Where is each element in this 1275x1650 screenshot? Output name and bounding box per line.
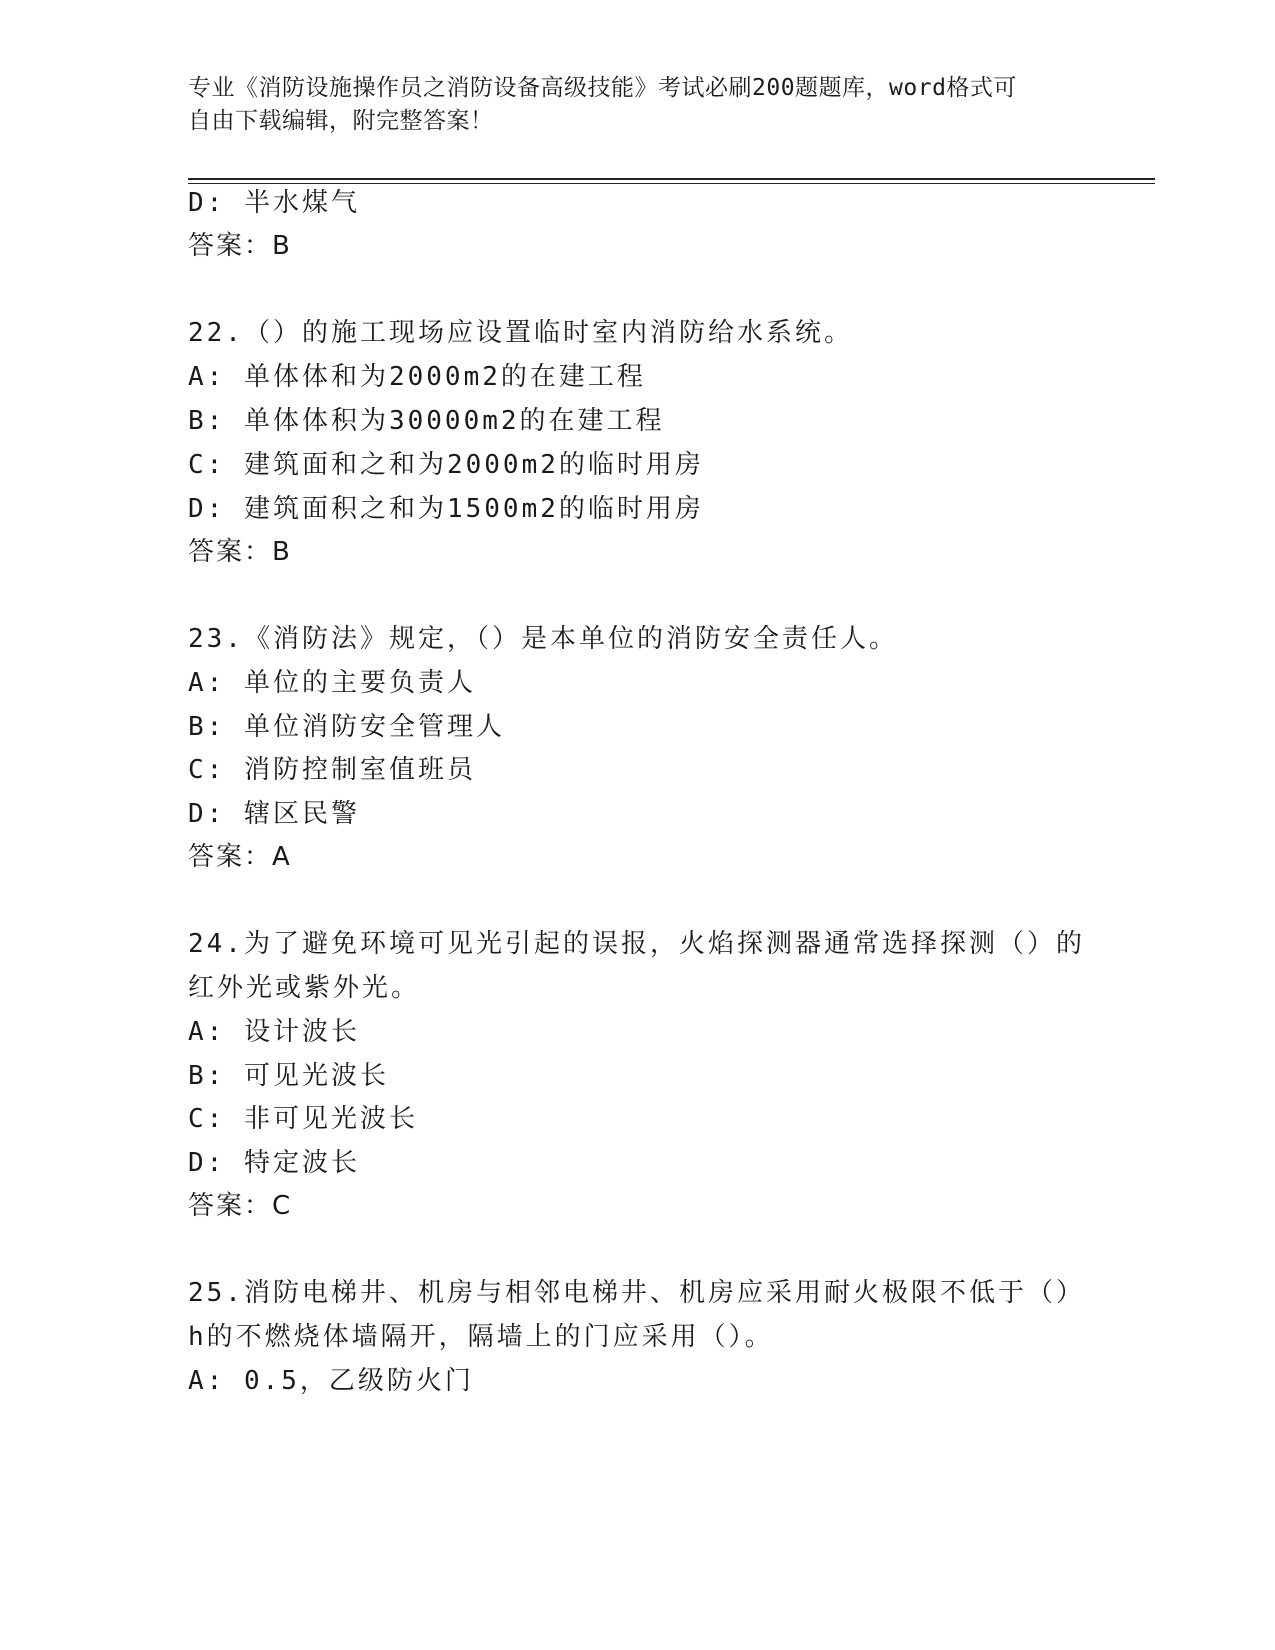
option-a: A: 0.5，乙级防火门 [188,1366,474,1396]
option-a: A: 单位的主要负责人 [188,668,476,698]
header-line-1: 专业《消防设施操作员之消防设备高级技能》考试必刷200题题库，word格式可 [188,75,1017,101]
option-b: B: 可见光波长 [188,1061,389,1091]
option-c: C: 非可见光波长 [188,1104,418,1134]
header-line-2: 自由下载编辑，附完整答案！ [188,108,494,134]
answer-line: 答案：A [188,842,292,872]
answer-line: 答案：C [188,1191,293,1221]
option-d: D: 特定波长 [188,1148,360,1178]
answer-line: 答案：B [188,537,292,567]
option-d: D: 半水煤气 [188,188,360,218]
question-stem: 24.为了避免环境可见光引起的误报，火焰探测器通常选择探测（）的 [188,929,1085,959]
answer-line: 答案：B [188,231,292,261]
header-divider-thick [188,178,1155,180]
option-b: B: 单体体积为30000m2的在建工程 [188,406,665,436]
option-c: C: 建筑面和之和为2000m2的临时用房 [188,450,704,480]
option-b: B: 单位消防安全管理人 [188,712,505,742]
question-stem-continued: 红外光或紫外光。 [188,973,421,1003]
question-stem: 23.《消防法》规定，（）是本单位的消防安全责任人。 [188,624,898,654]
question-stem: 25.消防电梯井、机房与相邻电梯井、机房应采用耐火极限不低于（） [188,1278,1085,1308]
option-a: A: 设计波长 [188,1017,360,1047]
option-d: D: 建筑面积之和为1500m2的临时用房 [188,494,704,524]
option-d: D: 辖区民警 [188,799,360,829]
option-a: A: 单体体和为2000m2的在建工程 [188,362,646,392]
question-stem: 22.（）的施工现场应设置临时室内消防给水系统。 [188,318,853,348]
option-c: C: 消防控制室值班员 [188,755,476,785]
header-divider-thin [188,183,1155,184]
document-header [188,72,1088,138]
question-stem-continued: h的不燃烧体墙隔开，隔墙上的门应采用（）。 [188,1322,774,1352]
